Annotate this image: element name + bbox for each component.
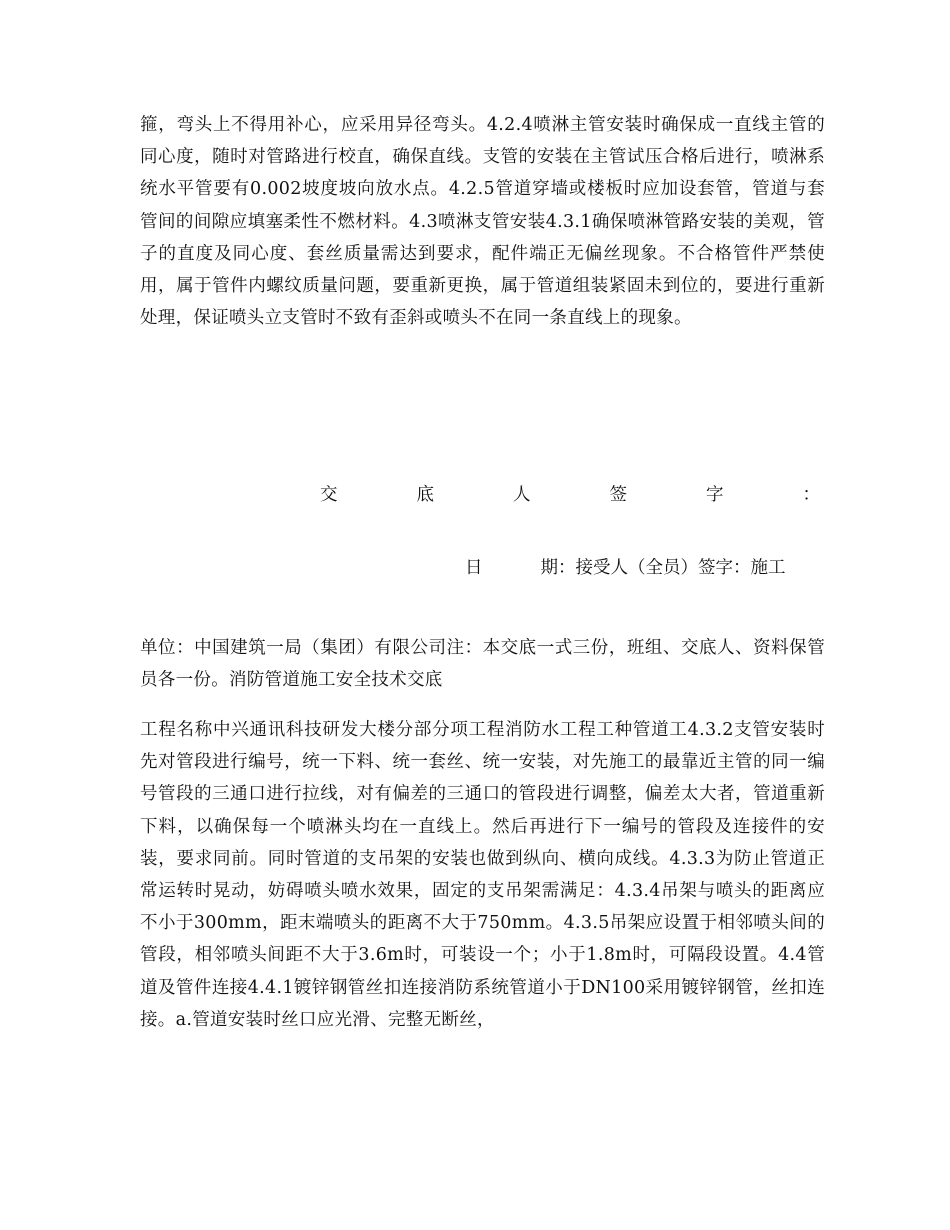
date-label-char: 日 [465, 558, 483, 578]
signature-char: 字 [706, 485, 724, 505]
signature-line [320, 481, 820, 506]
date-receiver-text: 期：接受人（全员）签字：施工 [540, 558, 786, 578]
date-line [140, 552, 825, 584]
paragraph-sprinkler-main-pipe: 箍，弯头上不得用补心，应采用异径弯头。4.2.4喷淋主管安装时确保成一直线主管的同心度，随时对管路进行校直，确保直线。支管的安装在主管试压合格后进行，喷淋系统水平管要有0.002坡度坡向放水点。4.2.5管道穿墙或楼板时应加设套管，管道与套管间的间隙应填塞柔性不燃材料。4.3喷淋支管安装4.3.1确保喷淋管路安装的美观，管子的直度及同心度、套丝质量需达到要求，配件端正无偏丝现象。不合格管件严禁使用，属于管件内螺纹质量问题，要重新更换，属于管道组装紧固未到位的，要进行重新处理，保证喷头立支管时不致有歪斜或喷头不在同一条直线上的现象。 [140, 115, 825, 329]
paragraph-branch-pipe-install: 工程名称中兴通讯科技研发大楼分部分项工程消防水工程工种管道工4.3.2支管安装时先对管段进行编号，统一下料、统一套丝、统一安装，对先施工的最靠近主管的同一编号管段的三通口进行拉线，对有偏差的三通口的管段进行调整，偏差太大者，管道重新下料，以确保每一个喷淋头均在一直线上。然后再进行下一编号的管段及连接件的安装，要求同前。同时管道的支吊架的安装也做到纵向、横向成线。4.3.3为防止管道正常运转时晃动，妨碍喷头喷水效果，固定的支吊架需满足：4.3.4吊架与喷头的距离应不小于300mm，距末端喷头的距离不大于750mm。4.3.5吊架应设置于相邻喷头间的管段，相邻喷头间距不大于3.6m时，可装设一个；小于1.8m时，可隔段设置。4.4管道及管件连接4.4.1镀锌钢管丝扣连接消防系统管道小于DN100采用镀锌钢管，丝扣连接。a.管道安装时丝口应光滑、完整无断丝， [140, 720, 825, 1030]
signature-char: 人 [513, 485, 531, 505]
paragraph-company-note: 单位：中国建筑一局（集团）有限公司注：本交底一式三份，班组、交底人、资料保管员各一份。消防管道施工安全技术交底 [140, 638, 825, 691]
signature-char: ： [802, 485, 820, 505]
signature-char: 交 [320, 485, 338, 505]
signature-char: 底 [416, 485, 434, 505]
signature-char: 签 [609, 485, 627, 505]
